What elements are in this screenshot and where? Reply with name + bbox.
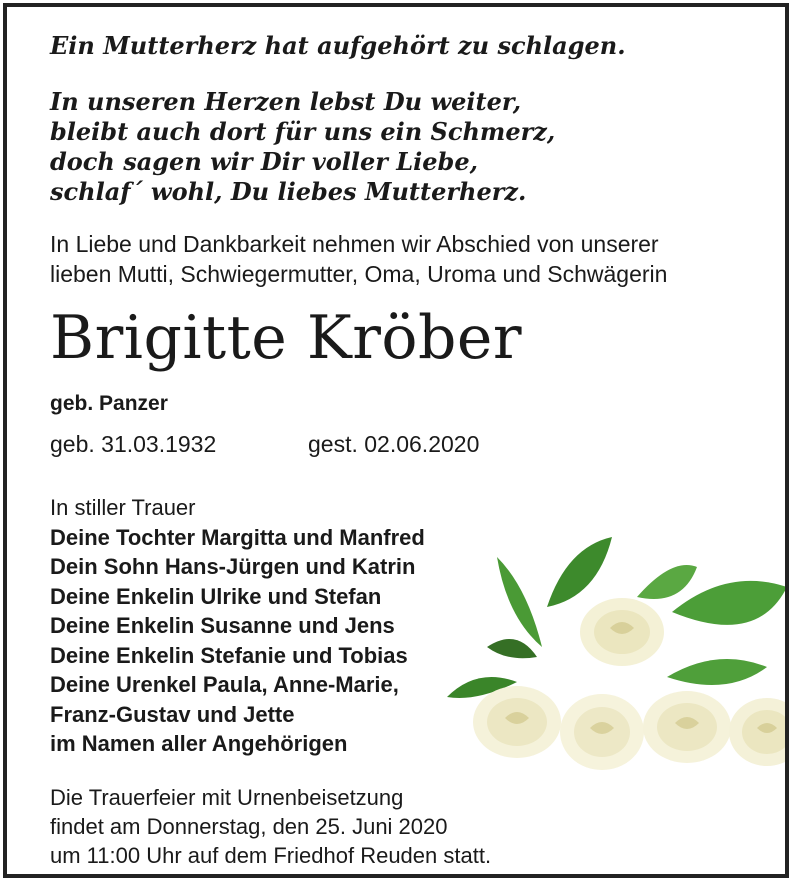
mourners: [50, 493, 425, 759]
life-dates: [50, 431, 550, 458]
deceased-name: Brigitte Kröber: [50, 303, 523, 373]
intro-line: In Liebe und Dankbarkeit nehmen wir Abschied von unserer: [50, 231, 659, 257]
poem-line: In unseren Herzen lebst Du weiter,: [50, 87, 522, 116]
poem-line: schlaf´ wohl, Du liebes Mutterherz.: [50, 177, 527, 206]
poem-line: doch sagen wir Dir voller Liebe,: [50, 147, 478, 176]
service-line: Die Trauerfeier mit Urnenbeisetzung: [50, 785, 404, 810]
obituary-notice: [3, 3, 789, 878]
service-info: [50, 783, 491, 870]
death-date: gest. 02.06.2020: [308, 431, 480, 457]
white-roses-image: [437, 537, 789, 787]
mourner-line: im Namen aller Angehörigen: [50, 731, 348, 756]
maiden-name: geb. Panzer: [50, 392, 168, 415]
mourners-intro: In stiller Trauer: [50, 495, 196, 520]
poem: [50, 87, 555, 207]
intro-text: [50, 229, 667, 289]
mourner-line: Deine Enkelin Ulrike und Stefan: [50, 583, 382, 609]
rose-blooms: [473, 598, 789, 770]
mourner-line: Deine Urenkel Paula, Anne-Marie,: [50, 672, 399, 697]
service-line: um 11:00 Uhr auf dem Friedhof Reuden statt.: [50, 843, 492, 868]
mourner-line: Deine Tochter Margitta und Manfred: [50, 524, 425, 550]
intro-line: lieben Mutti, Schwiegermutter, Oma, Uroma und Schwägerin: [50, 261, 668, 287]
birth-date: geb. 31.03.1932: [50, 431, 217, 457]
mourner-line: Franz-Gustav und Jette: [50, 701, 295, 727]
mourner-line: Dein Sohn Hans-Jürgen und Katrin: [50, 554, 416, 579]
poem-line: bleibt auch dort für uns ein Schmerz,: [50, 117, 556, 146]
service-line: findet am Donnerstag, den 25. Juni 2020: [50, 814, 448, 839]
mourner-line: Deine Enkelin Stefanie und Tobias: [50, 642, 408, 668]
mourner-line: Deine Enkelin Susanne und Jens: [50, 613, 395, 638]
motto: Ein Mutterherz hat aufgehört zu schlagen.: [50, 31, 626, 60]
